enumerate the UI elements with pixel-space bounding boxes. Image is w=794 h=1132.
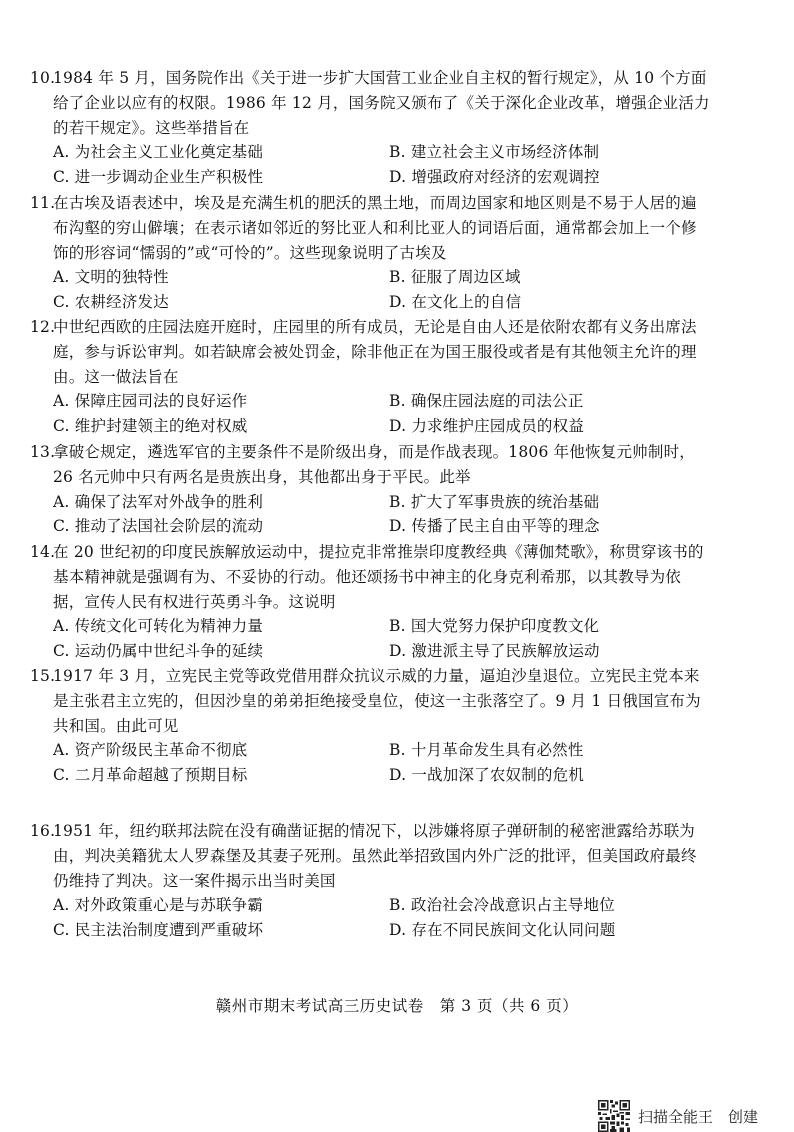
question-12 [30,315,710,439]
question-13 [30,440,710,539]
question-stem: 中世纪西欧的庄园法庭开庭时，庄园里的所有成员，无论是自由人还是依附农都有义务出席法庭，参与诉讼审判。如若缺席会被处罚金，除非他正在为国王服役或者是有其他领主允许的理由。这一做法旨在 [53,318,697,386]
option-d: D. 力求维护庄园成员的权益 [389,417,585,436]
option-b: B. 十月革命发生具有必然性 [389,741,584,760]
options [53,738,710,788]
question-16 [30,819,710,943]
option-c: C. 二月革命超越了预期目标 [53,766,248,785]
page-footer: 赣州市期末考试高三历史试卷 第 3 页（共 6 页） [215,997,579,1015]
watermark-text: 扫描全能王 创建 [638,1107,759,1126]
options [53,389,710,439]
option-c: C. 进一步调动企业生产积极性 [53,168,264,187]
option-d: D. 增强政府对经济的宏观调控 [389,168,600,187]
scanner-watermark [598,1100,758,1132]
question-number: 16. [30,822,56,840]
options [53,490,710,540]
option-b: B. 征服了周边区域 [389,268,521,287]
question-number: 11. [30,194,56,212]
question-stem: 1917 年 3 月，立宪民主党等政党借用群众抗议示威的力量，逼迫沙皇退位。立宪民主党本来是主张君主立宪的，但因沙皇的弟弟拒绝接受皇位，使这一主张落空了。9 月 1 日俄国宣布为共和国。由此可见 [53,667,701,735]
option-d: D. 在文化上的自信 [389,293,522,312]
question-15 [30,664,710,788]
option-c: C. 维护封建领主的绝对权威 [53,417,248,436]
option-b: B. 确保庄园法庭的司法公正 [389,392,584,411]
option-d: D. 一战加深了农奴制的危机 [389,766,585,785]
option-a: A. 文明的独特性 [53,268,169,287]
question-number: 14. [30,543,56,561]
option-b: B. 政治社会冷战意识占主导地位 [389,896,615,915]
option-a: A. 为社会主义工业化奠定基础 [53,143,264,162]
question-number: 12. [30,318,56,336]
question-number: 13. [30,443,56,461]
option-a: A. 对外政策重心是与苏联争霸 [53,896,264,915]
qr-code-icon [598,1100,630,1132]
option-a: A. 传统文化可转化为精神力量 [53,617,264,636]
question-stem: 在古埃及语表述中，埃及是充满生机的肥沃的黑土地，而周边国家和地区则是不易于人居的遍布沟壑的穷山僻壤；在表示诸如邻近的努比亚人和利比亚人的词语后面，通常都会加上一个修饰的形容词“懦弱的”或“可怜的”。这些现象说明了古埃及 [53,194,697,262]
question-stem: 拿破仑规定，遴选军官的主要条件不是阶级出身，而是作战表现。1806 年他恢复元帅制时，26 名元帅中只有两名是贵族出身，其他都出身于平民。此举 [53,443,695,486]
option-d: D. 传播了民主自由平等的理念 [389,517,600,536]
option-d: D. 激进派主导了民族解放运动 [389,642,600,661]
options [53,265,710,315]
question-11 [30,191,710,315]
option-c: C. 民主法治制度遭到严重破坏 [53,921,264,940]
option-b: B. 扩大了军事贵族的统治基础 [389,492,600,511]
option-c: C. 推动了法国社会阶层的流动 [53,517,264,536]
option-c: C. 运动仍属中世纪斗争的延续 [53,642,264,661]
option-d: D. 存在不同民族间文化认同问题 [389,921,616,940]
question-14 [30,540,710,664]
question-stem: 在 20 世纪初的印度民族解放运动中，提拉克非常推崇印度教经典《薄伽梵歌》，称贯穿该书的基本精神就是强调有为、不妥协的行动。他还颂扬书中神主的化身克利希那，以其教导为依据，宣传人民有权进行英勇斗争。这说明 [53,543,704,611]
question-stem: 1984 年 5 月，国务院作出《关于进一步扩大国营工业企业自主权的暂行规定》，从 10 个方面给了企业以应有的权限。1986 年 12 月，国务院又颁布了《关于深化企业改革，增强企业活力的若干规定》。这些举措旨在 [53,69,710,137]
option-b: B. 国大党努力保护印度教文化 [389,617,600,636]
options [53,614,710,664]
option-a: A. 保障庄园司法的良好运作 [53,392,248,411]
option-a: A. 确保了法军对外战争的胜利 [53,492,264,511]
question-number: 10. [30,69,56,87]
options [53,140,710,190]
options [53,893,710,943]
option-c: C. 农耕经济发达 [53,293,169,312]
question-stem: 1951 年，纽约联邦法院在没有确凿证据的情况下，以涉嫌将原子弹研制的秘密泄露给苏联为由，判决美籍犹太人罗森堡及其妻子死刑。虽然此举招致国内外广泛的批评，但美国政府最终仍维持了判决。这一案件揭示出当时美国 [53,822,697,890]
option-b: B. 建立社会主义市场经济体制 [389,143,600,162]
option-a: A. 资产阶级民主革命不彻底 [53,741,248,760]
question-number: 15. [30,667,56,685]
question-10 [30,66,710,190]
